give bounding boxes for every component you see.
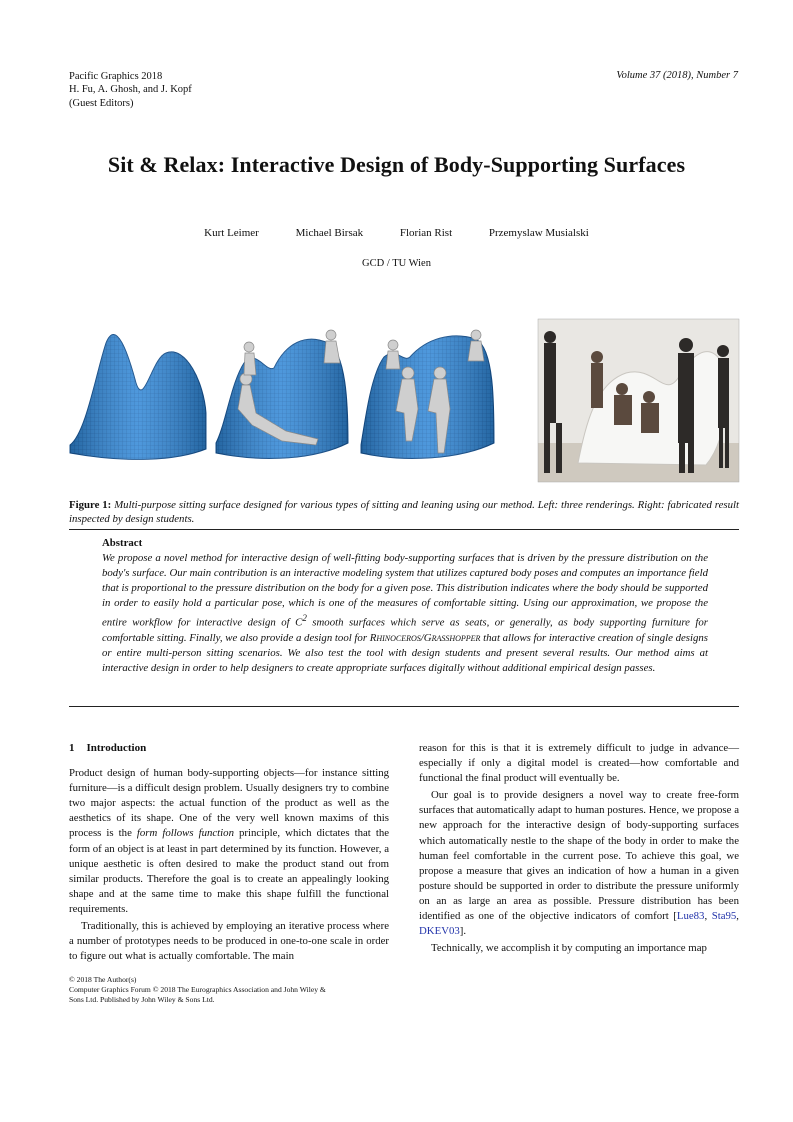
author-list xyxy=(0,227,793,239)
abstract-text-part: that allows for interactive creation of single designs or entire multi-person sitting scenarios. We also test the tool with design students and present several results. Our method aims at interactive design in order to help designers to create appropriate surfaces digitally without additional empirical design passes. xyxy=(102,632,708,675)
left-column xyxy=(69,741,389,964)
volume-info: Volume 37 (2018), Number 7 xyxy=(616,70,738,81)
abstract-text-part: We propose a novel method for interactive design of well-fitting body-supporting surfaces that is driven by the pressure distribution on the body's surface. Our main contribution is an interactive modeling system that utilizes captured body poses and computes an importance field that is proportional to the pressure distribution on the body for a given pose. This distribution indicates where the body should be supported in order to easily hold a particular pose, which is one of the measures of comfortable sitting. Using our approximation, we propose the entire workflow for interactive design of C xyxy=(102,552,708,630)
paragraph: Technically, we accomplish it by computing an importance map xyxy=(431,942,707,955)
surface-rendering-2 xyxy=(216,330,348,458)
abstract-text-part: smooth surfaces which serve as seats, or generally, as body supporting furniture for comfortable sitting. Finally, we also provide a design tool for xyxy=(102,617,708,645)
divider xyxy=(69,529,739,530)
copyright-line: Computer Graphics Forum © 2018 The Eurographics Association and John Wiley & Sons Ltd. Published by John Wiley & Sons Ltd. xyxy=(69,985,326,1005)
paragraph: Our goal is to provide designers a novel way to create free-form surfaces that automatically adapt to human postures. Hence, we propose a new approach for the interactive design of body-supporting surfaces which automatically nestle to the shape of the body in order to make the human feel comfortable in the current pose. To achieve this goal, we propose a measure that gives an indication of how a human in a given posture should be supported in order to distribute the pressure uniformly on an as large an area as possible. Pressure distribution has been identified as one of the objective indicators of comfort [Lue83, Sta95, DKEV03]. xyxy=(419,789,739,938)
superscript: 2 xyxy=(302,613,307,624)
teaser-figure-graphic xyxy=(66,313,740,491)
paragraph-text: principle, which dictates that the form of an object is at least in part determined by its function. However, a unique aesthetic is often desired to make the product stand out from similar products. Therefore the goal is to create an appealingly looking shape and at the same time to make this shape fulfill the functional requirements. xyxy=(69,827,390,915)
paragraph-text: Product design of human body-supporting objects—for instance sitting furniture—is a difficult design problem. Usually designers try to combine two major aspects: the actual function of the product as well as the aesthetics of its shape. One of the very well known maxims of this process is the xyxy=(69,767,389,840)
fabricated-result-photo xyxy=(538,319,739,482)
section-heading xyxy=(69,741,389,756)
surface-rendering-1 xyxy=(70,334,206,459)
author: Kurt Leimer xyxy=(204,227,259,239)
copyright-footer xyxy=(69,975,329,1006)
citation-link[interactable]: Sta95 xyxy=(711,910,737,923)
paragraph: reason for this is that it is extremely difficult to judge in advance—especially if only a digital model is created—how comfortable and functional the final product will eventually be. xyxy=(419,742,739,785)
tool-name: Rhinoceros/Grasshopper xyxy=(369,632,481,645)
author: Florian Rist xyxy=(399,227,453,239)
header-left xyxy=(69,70,192,110)
paragraph xyxy=(69,766,389,917)
figure-label: Figure 1: xyxy=(69,499,112,511)
conference-name: Pacific Graphics 2018 xyxy=(69,71,163,82)
right-column xyxy=(419,741,739,956)
paragraph-text: ]. xyxy=(459,925,467,938)
teaser-figure xyxy=(66,313,740,491)
emphasis: form follows function xyxy=(136,827,234,840)
citation-link[interactable]: DKEV03 xyxy=(419,925,460,938)
citation-link[interactable]: Lue83 xyxy=(676,910,705,923)
divider xyxy=(69,706,739,707)
figure-caption xyxy=(69,499,739,526)
paragraph-text: Our goal is to provide designers a novel way to create free-form surfaces that automatically adapt to human postures. Hence, we propose a new approach for the interactive design of body-supporting surfaces which automatically nestle to the shape of the body in order to make the human feel comfortable in the current pose. To achieve this goal, we propose a measure that gives an indication of how a human in a given posture should be supported in order to distribute the pressure uniformly on an as large an area as possible. Pressure distribution has been identified as one of the objective indicators of comfort [ xyxy=(419,789,739,923)
abstract-heading: Abstract xyxy=(102,537,143,549)
author: Michael Birsak xyxy=(295,227,364,239)
section-number: 1 xyxy=(69,742,75,754)
copyright-line: © 2018 The Author(s) xyxy=(69,975,137,984)
affiliation: GCD / TU Wien xyxy=(362,258,431,269)
figure-caption-text: Multi-purpose sitting surface designed for various types of sitting and leaning using our method. Left: three renderings. Right: fabricated result inspected by design students. xyxy=(69,499,739,525)
surface-rendering-3 xyxy=(361,330,494,458)
paragraph: Traditionally, this is achieved by employing an iterative process where a number of prototypes needs to be produced in one-to-one scale in order to figure out what is actually comfortable. The main xyxy=(69,920,389,963)
guest-editors: (Guest Editors) xyxy=(69,97,134,109)
abstract xyxy=(102,536,708,676)
editors: H. Fu, A. Ghosh, and J. Kopf xyxy=(69,84,192,96)
paper-title: Sit & Relax: Interactive Design of Body-Supporting Surfaces xyxy=(107,152,686,177)
section-title: Introduction xyxy=(86,742,147,754)
author: Przemyslaw Musialski xyxy=(488,227,589,239)
abstract-text xyxy=(102,551,708,676)
